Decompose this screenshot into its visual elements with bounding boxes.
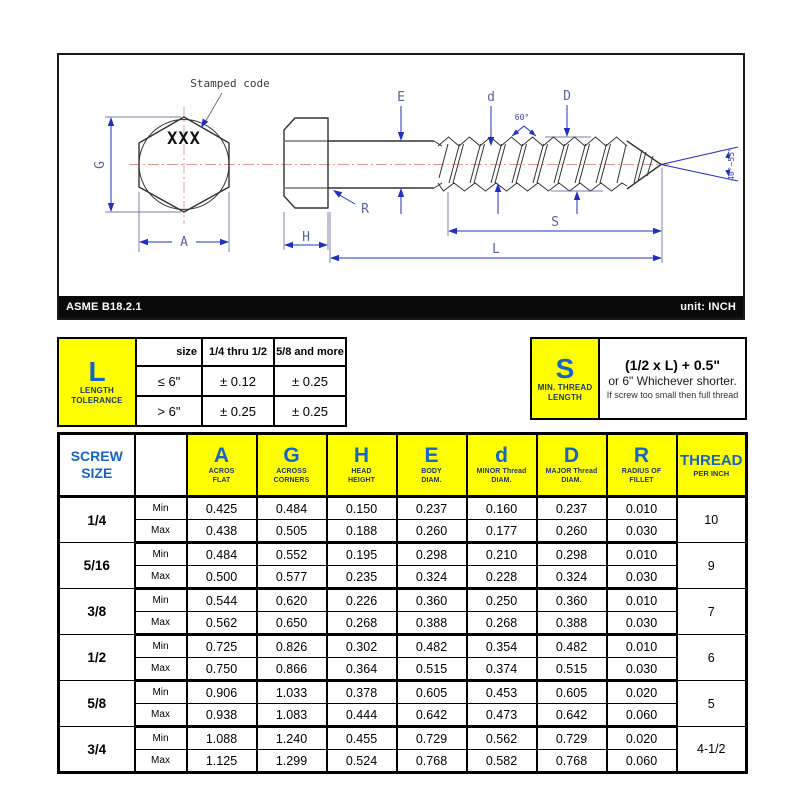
dim-r: [331, 187, 369, 217]
length-tolerance-corner: [58, 338, 136, 426]
col-letter: H: [353, 444, 370, 467]
cell-value: 0.482: [397, 635, 467, 658]
col-letter: A: [213, 444, 230, 467]
col-sub: FILLET: [629, 477, 654, 484]
cell-value: 0.524: [327, 750, 397, 773]
stamped-code-mark: XXX: [167, 129, 201, 149]
col-letter: D: [563, 444, 580, 467]
cell-value: 0.268: [467, 612, 537, 635]
dim-d-major: [545, 89, 603, 214]
length-tolerance-table: [57, 337, 347, 427]
col-sub: DIAM.: [561, 477, 582, 484]
cell-value: 0.768: [537, 750, 607, 773]
cell-value: 0.425: [187, 497, 257, 520]
cell-size-range: ≤ 6": [136, 366, 202, 396]
cell-threads-per-inch: 4-1/2: [677, 727, 747, 773]
col-sub: MAJOR Thread: [545, 468, 598, 475]
cell-value: 0.562: [467, 727, 537, 750]
cell-value: 0.577: [257, 566, 327, 589]
cell-value: 0.378: [327, 681, 397, 704]
corner-label: MIN. THREAD: [537, 382, 593, 392]
header-col-e: [397, 434, 467, 497]
header-col-r: [607, 434, 677, 497]
dim-label-h: H: [302, 230, 310, 245]
column-header: 1/4 thru 1/2: [202, 338, 274, 366]
table-row: [59, 543, 747, 566]
col-sub: PER INCH: [693, 468, 730, 478]
cell-value: 0.210: [467, 543, 537, 566]
unit-label: unit: INCH: [680, 301, 736, 313]
cell-value: 0.938: [187, 704, 257, 727]
cell-value: 0.226: [327, 589, 397, 612]
cell-value: 0.374: [467, 658, 537, 681]
cell-value: 0.030: [607, 612, 677, 635]
cell-tolerance: ± 0.25: [274, 366, 346, 396]
cell-value: 0.354: [467, 635, 537, 658]
col-sub: ACROSS: [276, 468, 307, 475]
cell-screw-size: 3/8: [59, 589, 135, 635]
tip-angle-callout: [661, 147, 738, 181]
cell-max-label: Max: [135, 520, 187, 543]
col-sub: BODY: [421, 468, 442, 475]
column-header: 5/8 and more: [274, 338, 346, 366]
cell-min-label: Min: [135, 727, 187, 750]
cell-min-label: Min: [135, 589, 187, 612]
cell-screw-size: 5/8: [59, 681, 135, 727]
cell-tolerance: ± 0.25: [202, 396, 274, 426]
cell-max-label: Max: [135, 566, 187, 589]
header-col-g: [257, 434, 327, 497]
col-sub: CORNERS: [273, 477, 310, 484]
cell-value: 0.582: [467, 750, 537, 773]
cell-screw-size: 1/2: [59, 635, 135, 681]
cell-value: 0.438: [187, 520, 257, 543]
header-col-h: [327, 434, 397, 497]
header-screw-line1: SCREW: [70, 448, 123, 464]
cell-screw-size: 5/16: [59, 543, 135, 589]
cell-value: 0.150: [327, 497, 397, 520]
cell-value: 0.642: [537, 704, 607, 727]
cell-value: 0.360: [397, 589, 467, 612]
cell-value: 0.195: [327, 543, 397, 566]
dim-label-d-minor: d: [487, 90, 495, 105]
header-col-d-minor: [467, 434, 537, 497]
header-col-thread: [677, 434, 747, 497]
min-thread-corner: [531, 338, 599, 419]
cell-value: 0.650: [257, 612, 327, 635]
cell-value: 0.605: [537, 681, 607, 704]
spec-header-row: [59, 434, 747, 497]
cell-threads-per-inch: 7: [677, 589, 747, 635]
header-screw-line2: SIZE: [81, 465, 113, 481]
cell-min-label: Min: [135, 497, 187, 520]
table-row: [59, 681, 747, 704]
cell-value: 0.030: [607, 520, 677, 543]
corner-label: LENGTH: [79, 386, 115, 395]
table-row: [59, 520, 747, 543]
thread-angle-label: 60°: [514, 113, 530, 122]
cell-value: 0.515: [397, 658, 467, 681]
dim-label-g: G: [93, 161, 108, 169]
screw-technical-drawing: [59, 55, 743, 296]
cell-value: 0.620: [257, 589, 327, 612]
table-row: [58, 338, 346, 366]
cell-value: 0.237: [537, 497, 607, 520]
cell-value: 1.125: [187, 750, 257, 773]
cell-value: 0.505: [257, 520, 327, 543]
cell-value: 0.364: [327, 658, 397, 681]
cell-tolerance: ± 0.12: [202, 366, 274, 396]
cell-value: 0.237: [397, 497, 467, 520]
cell-value: 1.083: [257, 704, 327, 727]
cell-value: 0.020: [607, 727, 677, 750]
thread-angle-callout: [510, 113, 537, 138]
drawing-title-bar: [59, 296, 743, 318]
col-sub: HEAD: [351, 468, 372, 475]
table-row: [59, 727, 747, 750]
header-screw-size: [59, 434, 135, 497]
cell-value: 0.473: [467, 704, 537, 727]
dim-l: [330, 212, 662, 263]
header-col-a: [187, 434, 257, 497]
cell-value: 0.482: [537, 635, 607, 658]
column-header-size: size: [136, 338, 202, 366]
cell-value: 1.240: [257, 727, 327, 750]
cell-max-label: Max: [135, 750, 187, 773]
dim-label-a: A: [180, 235, 188, 250]
cell-value: 0.060: [607, 750, 677, 773]
col-letter: R: [633, 444, 650, 467]
cell-value: 0.544: [187, 589, 257, 612]
cell-value: 0.562: [187, 612, 257, 635]
dim-label-e: E: [397, 90, 405, 105]
cell-value: 1.299: [257, 750, 327, 773]
cell-value: 0.388: [537, 612, 607, 635]
cell-value: 0.260: [537, 520, 607, 543]
table-row: [59, 612, 747, 635]
header-minmax-spacer: [135, 434, 187, 497]
cell-value: 0.250: [467, 589, 537, 612]
col-sub: DIAM.: [491, 477, 512, 484]
cell-value: 0.020: [607, 681, 677, 704]
cell-value: 0.010: [607, 589, 677, 612]
cell-value: 0.453: [467, 681, 537, 704]
cell-threads-per-inch: 10: [677, 497, 747, 543]
cell-min-label: Min: [135, 635, 187, 658]
cell-value: 0.729: [537, 727, 607, 750]
stamped-code-callout: [190, 77, 269, 130]
cell-threads-per-inch: 6: [677, 635, 747, 681]
cell-value: 0.750: [187, 658, 257, 681]
min-thread-footnote: If screw too small then full thread: [606, 389, 739, 400]
cell-value: 0.030: [607, 566, 677, 589]
cell-value: 0.515: [537, 658, 607, 681]
cell-max-label: Max: [135, 704, 187, 727]
standard-label: ASME B18.2.1: [66, 301, 142, 313]
dim-label-s: S: [551, 215, 559, 230]
dim-e: [397, 90, 405, 214]
col-letter: G: [283, 444, 300, 467]
table-row: [59, 658, 747, 681]
cell-value: 0.302: [327, 635, 397, 658]
dim-s: [448, 168, 662, 263]
cell-value: 0.010: [607, 497, 677, 520]
cell-value: 0.228: [467, 566, 537, 589]
cell-value: 0.260: [397, 520, 467, 543]
cell-value: 0.484: [257, 497, 327, 520]
dim-label-r: R: [361, 202, 369, 217]
cell-tolerance: ± 0.25: [274, 396, 346, 426]
cell-value: 0.177: [467, 520, 537, 543]
cell-value: 0.906: [187, 681, 257, 704]
screw-spec-table: [57, 432, 748, 774]
col-letter: E: [424, 444, 439, 467]
corner-letter-l: L: [88, 356, 106, 387]
corner-label: TOLERANCE: [71, 396, 123, 405]
table-row: [531, 338, 746, 419]
table-row: [59, 589, 747, 612]
cell-threads-per-inch: 5: [677, 681, 747, 727]
dim-h: [284, 212, 328, 250]
cell-value: 0.324: [537, 566, 607, 589]
cell-value: 0.605: [397, 681, 467, 704]
cell-value: 0.010: [607, 543, 677, 566]
cell-value: 0.768: [397, 750, 467, 773]
stamped-code-label: Stamped code: [190, 77, 270, 90]
cell-value: 0.729: [397, 727, 467, 750]
table-row: [59, 635, 747, 658]
cell-value: 0.188: [327, 520, 397, 543]
cell-value: 0.235: [327, 566, 397, 589]
table-row: [59, 704, 747, 727]
cell-value: 0.484: [187, 543, 257, 566]
cell-value: 0.360: [537, 589, 607, 612]
drawing-panel: [57, 53, 745, 320]
thread-flights: [439, 144, 626, 183]
cell-value: 0.268: [327, 612, 397, 635]
cell-value: 1.088: [187, 727, 257, 750]
corner-label: LENGTH: [547, 392, 583, 402]
cell-value: 0.298: [397, 543, 467, 566]
dim-label-d-major: D: [563, 89, 571, 104]
cell-threads-per-inch: 9: [677, 543, 747, 589]
cell-screw-size: 3/4: [59, 727, 135, 773]
cell-value: 0.826: [257, 635, 327, 658]
cell-value: 0.500: [187, 566, 257, 589]
col-sub: HEIGHT: [347, 477, 376, 484]
col-letter: THREAD: [680, 451, 743, 469]
cell-max-label: Max: [135, 612, 187, 635]
cell-value: 0.552: [257, 543, 327, 566]
table-row: [59, 750, 747, 773]
cell-max-label: Max: [135, 658, 187, 681]
cell-value: 0.030: [607, 658, 677, 681]
min-thread-length-table: [530, 337, 747, 420]
col-sub: DIAM.: [421, 477, 442, 484]
min-thread-formula: (1/2 x L) + 0.5": [625, 356, 720, 373]
cell-value: 0.324: [397, 566, 467, 589]
table-row: [59, 566, 747, 589]
cell-value: 0.725: [187, 635, 257, 658]
cell-value: 0.866: [257, 658, 327, 681]
cell-value: 0.060: [607, 704, 677, 727]
col-sub: ACROS: [208, 468, 235, 475]
cell-value: 0.388: [397, 612, 467, 635]
cell-value: 0.642: [397, 704, 467, 727]
cell-value: 0.455: [327, 727, 397, 750]
header-col-d-major: [537, 434, 607, 497]
col-sub: RADIUS OF: [621, 468, 662, 475]
cell-min-label: Min: [135, 543, 187, 566]
cell-value: 0.160: [467, 497, 537, 520]
dim-label-l: L: [492, 242, 500, 257]
col-letter: d: [495, 444, 508, 467]
centerlines: [129, 106, 669, 224]
min-thread-rule: [599, 338, 746, 419]
cell-screw-size: 1/4: [59, 497, 135, 543]
cell-min-label: Min: [135, 681, 187, 704]
col-sub: MINOR Thread: [476, 468, 527, 475]
cell-value: 0.298: [537, 543, 607, 566]
cell-value: 0.010: [607, 635, 677, 658]
table-row: [59, 497, 747, 520]
min-thread-note: or 6" Whichever shorter.: [608, 373, 737, 388]
cell-value: 0.444: [327, 704, 397, 727]
col-sub: FLAT: [212, 477, 231, 484]
tip-angle-label: 40°~55°: [727, 147, 736, 181]
cell-size-range: > 6": [136, 396, 202, 426]
corner-letter-s: S: [555, 352, 575, 384]
cell-value: 1.033: [257, 681, 327, 704]
